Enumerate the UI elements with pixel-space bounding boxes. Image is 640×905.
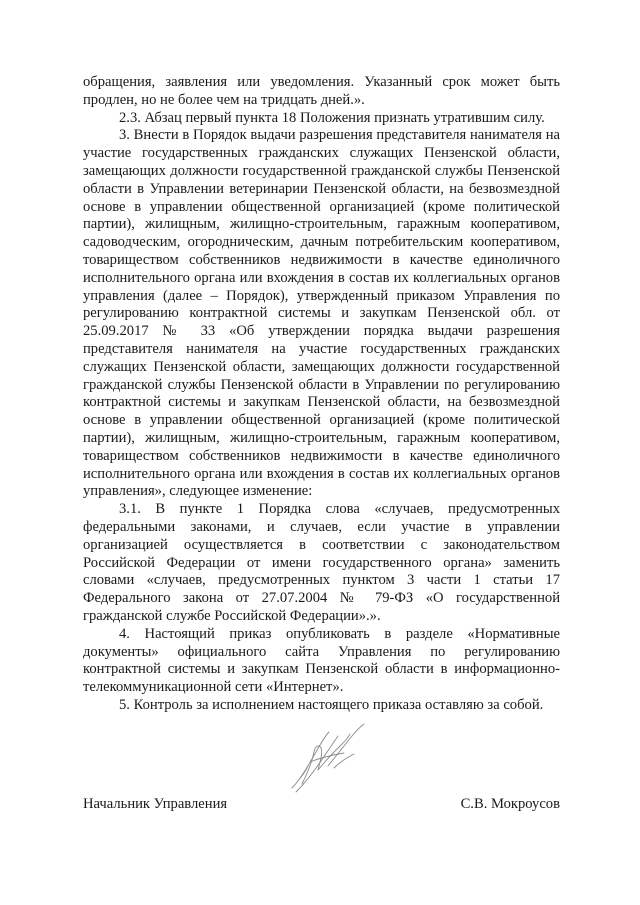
paragraph-5: 5. Контроль за исполнением настоящего приказа оставляю за собой. bbox=[119, 696, 544, 713]
signature-block bbox=[83, 795, 560, 815]
signatory-position: Начальник Управления bbox=[83, 796, 228, 812]
paragraph-2-3: 2.3. Абзац первый пункта 18 Положения признать утратившим силу. bbox=[119, 109, 545, 126]
paragraph-3: 3. Внести в Порядок выдачи разрешения представителя нанимателя на участие государственных гражданских служащих Пензенской области, замещающих должности государственной гражданской службы Пензенской области в Управлении ветеринарии Пензенской области, на безвозмездной основе в управлении общественной организацией (кроме политической партии), жилищным, жилищно-строительным, гаражным кооперативом, садоводческим, огородническим, дачным потребительским кооперативом, товариществом собственников недвижимости в качестве единоличного исполнительного органа или вхождения в состав их коллегиальных органов управления (далее – Порядок), утвержденный приказом Управления по регулированию контрактной системы и закупкам Пензенской обл. от 25.09.2017 № 33 «Об утверждении порядка выдачи разрешения представителя нанимателя на участие государственных гражданских служащих Пензенской области, замещающих должности государственной гражданской службы Пензенской области в Управлении по регулированию контрактной системы и закупкам Пензенской области, на безвозмездной основе в управлении общественной организацией (кроме политической партии), жилищным, жилищно-строительным, гаражным кооперативом, товариществом собственников недвижимости в качестве единоличного исполнительного органа или вхождения в состав их коллегиальных органов управления», следующее изменение: bbox=[83, 127, 560, 500]
handwritten-signature bbox=[288, 722, 370, 794]
document-body bbox=[83, 74, 560, 715]
paragraph-4: 4. Настоящий приказ опубликовать в разделе «Нормативные документы» официального сайта Управления по регулированию контрактной системы и закупкам Пензенской области в информационно-телекоммуникационной сети «Интернет». bbox=[83, 625, 560, 696]
paragraph-3-1: 3.1. В пункте 1 Порядка слова «случаев, предусмотренных федеральными законами, и случаев, если участие в управлении организацией осуществляется в соответствии с законодательством Российской Федерации от имени государственного органа» заменить словами «случаев, предусмотренных пунктом 3 части 1 статьи 17 Федерального закона от 27.07.2004 № 79-ФЗ «О государственной гражданской службе Российской Федерации».». bbox=[83, 501, 560, 624]
paragraph-continuation: обращения, заявления или уведомления. Указанный срок может быть продлен, но не более чем на тридцать дней.». bbox=[83, 74, 560, 108]
signatory-name: С.В. Мокроусов bbox=[460, 796, 560, 812]
